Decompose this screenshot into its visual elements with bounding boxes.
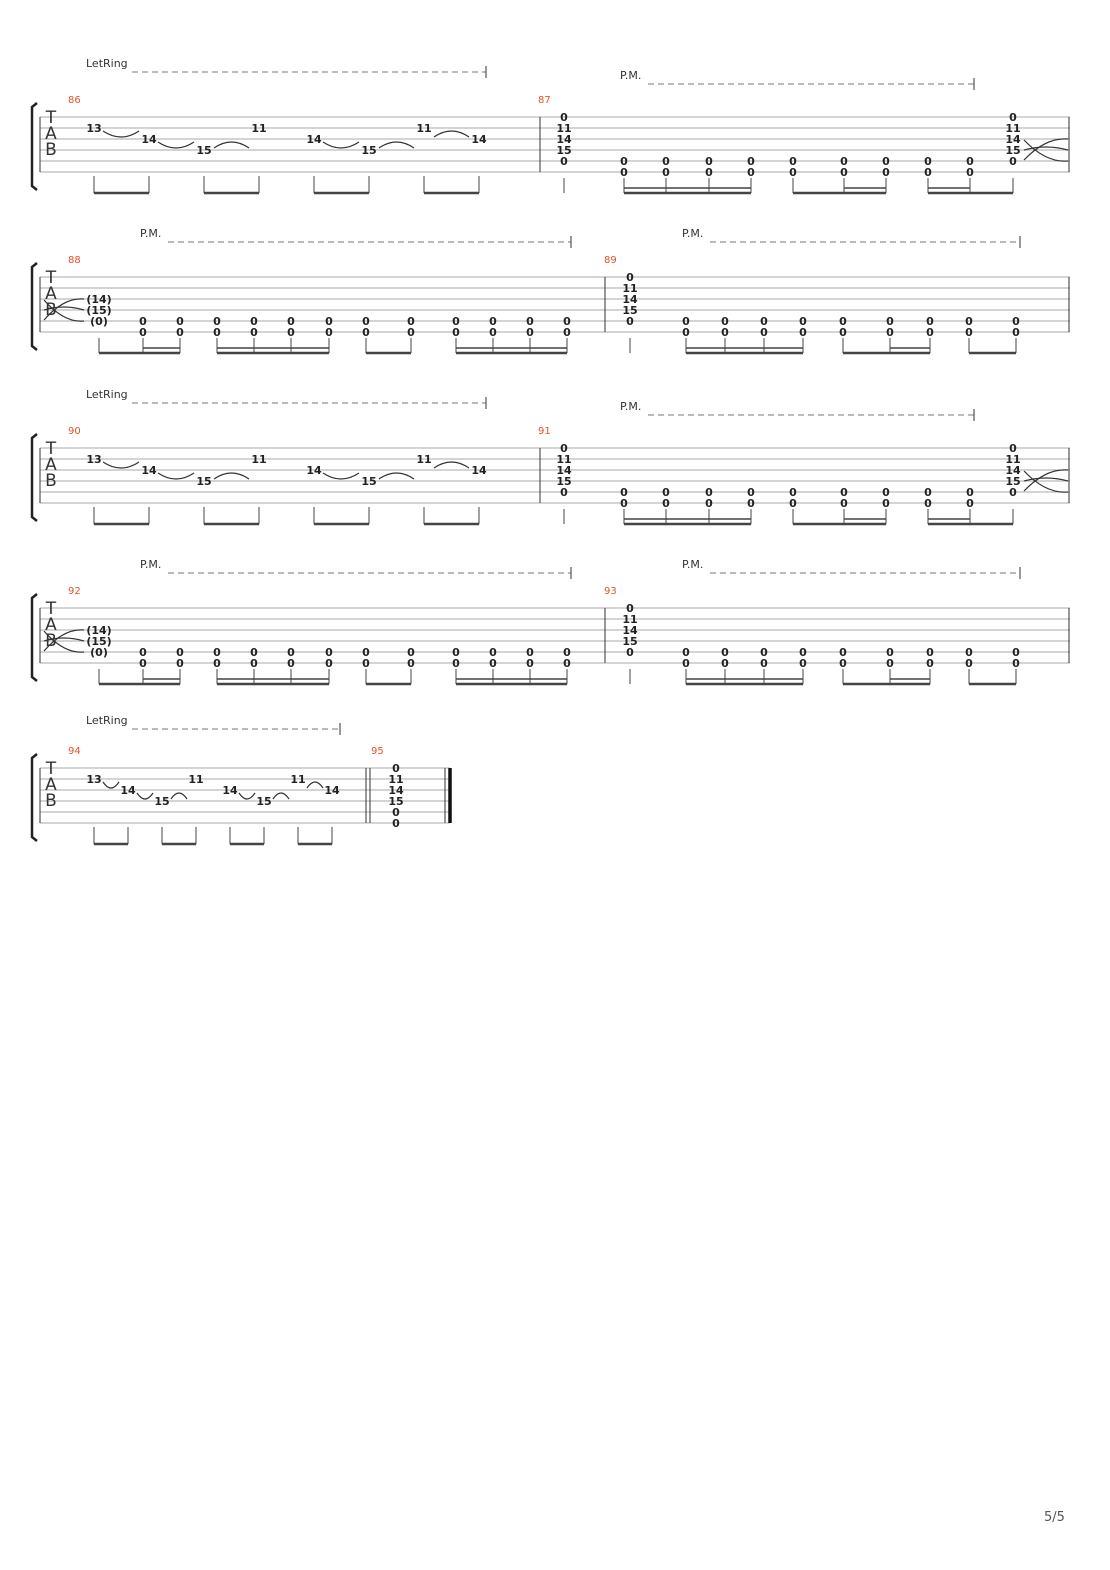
fret-number: 0 bbox=[213, 657, 221, 670]
fret-number: 0 bbox=[526, 657, 534, 670]
fret-number: 0 bbox=[662, 486, 670, 499]
tab-clef-letter: A bbox=[45, 455, 57, 475]
fret-number: 0 bbox=[407, 646, 415, 659]
tie-arc bbox=[214, 142, 249, 148]
fret-number: 0 bbox=[747, 497, 755, 510]
fret-number: 0 bbox=[721, 657, 729, 670]
tie-arc bbox=[434, 462, 469, 468]
page-number: 5/5 bbox=[1044, 1510, 1065, 1525]
measure-number: 94 bbox=[68, 746, 81, 757]
fret-number: 0 bbox=[560, 486, 568, 499]
fret-number: 14 bbox=[471, 464, 487, 477]
fret-number: 0 bbox=[287, 657, 295, 670]
fret-number: 0 bbox=[965, 315, 973, 328]
fret-number: 0 bbox=[392, 817, 400, 830]
fret-number: 14 bbox=[1005, 464, 1021, 477]
effect-label: LetRing bbox=[86, 388, 128, 401]
fret-number: 0 bbox=[620, 497, 628, 510]
tab-clef-letter: T bbox=[45, 599, 57, 619]
fret-number: 0 bbox=[799, 657, 807, 670]
fret-number: 0 bbox=[1012, 657, 1020, 670]
tab-clef-letter: A bbox=[45, 615, 57, 635]
fret-number: 0 bbox=[325, 315, 333, 328]
fret-number: 0 bbox=[760, 657, 768, 670]
fret-number: 0 bbox=[139, 657, 147, 670]
tie-arc bbox=[273, 793, 289, 799]
fret-number: 0 bbox=[882, 486, 890, 499]
fret-number: 15 bbox=[622, 304, 638, 317]
measure-number: 91 bbox=[538, 426, 551, 437]
fret-number: 0 bbox=[886, 657, 894, 670]
fret-number: 11 bbox=[290, 773, 306, 786]
fret-number: 0 bbox=[886, 646, 894, 659]
fret-number: 11 bbox=[556, 122, 572, 135]
tie-arc bbox=[307, 782, 323, 788]
fret-number: 0 bbox=[682, 657, 690, 670]
fret-number: 15 bbox=[622, 635, 638, 648]
fret-number: 15 bbox=[556, 475, 572, 488]
fret-number: 0 bbox=[452, 646, 460, 659]
fret-number: 0 bbox=[1009, 486, 1017, 499]
fret-number: 0 bbox=[789, 497, 797, 510]
fret-number: 0 bbox=[966, 166, 974, 179]
tab-clef-letter: B bbox=[45, 300, 57, 320]
fret-number: 0 bbox=[139, 646, 147, 659]
fret-number: 0 bbox=[760, 646, 768, 659]
fret-number: 0 bbox=[176, 326, 184, 339]
fret-number: 0 bbox=[1009, 442, 1017, 455]
fret-number: 14 bbox=[622, 624, 638, 637]
fret-number: 0 bbox=[924, 497, 932, 510]
fret-number: 14 bbox=[556, 133, 572, 146]
fret-number: 15 bbox=[388, 795, 404, 808]
fret-number: 11 bbox=[251, 122, 267, 135]
fret-number: 0 bbox=[489, 326, 497, 339]
fret-number: 14 bbox=[141, 133, 157, 146]
fret-number: 0 bbox=[965, 326, 973, 339]
fret-number: 0 bbox=[526, 646, 534, 659]
fret-number: (15) bbox=[86, 304, 112, 317]
fret-number: 0 bbox=[789, 486, 797, 499]
fret-number: 0 bbox=[760, 326, 768, 339]
fret-number: 0 bbox=[924, 486, 932, 499]
fret-number: 15 bbox=[361, 144, 377, 157]
fret-number: 11 bbox=[556, 453, 572, 466]
fret-number: 15 bbox=[361, 475, 377, 488]
fret-number: 0 bbox=[563, 646, 571, 659]
tie-arc bbox=[103, 131, 139, 137]
fret-number: 14 bbox=[324, 784, 340, 797]
measure-number: 95 bbox=[371, 746, 384, 757]
fret-number: 0 bbox=[839, 657, 847, 670]
fret-number: 0 bbox=[1012, 326, 1020, 339]
measure-number: 89 bbox=[604, 255, 617, 266]
fret-number: 0 bbox=[799, 326, 807, 339]
fret-number: 0 bbox=[721, 646, 729, 659]
fret-number: 0 bbox=[563, 657, 571, 670]
fret-number: 0 bbox=[362, 315, 370, 328]
fret-number: 0 bbox=[1012, 315, 1020, 328]
tab-clef-letter: A bbox=[45, 775, 57, 795]
fret-number: 0 bbox=[839, 326, 847, 339]
fret-number: 14 bbox=[141, 464, 157, 477]
fret-number: 14 bbox=[471, 133, 487, 146]
fret-number: 11 bbox=[1005, 122, 1021, 135]
fret-number: 0 bbox=[250, 657, 258, 670]
fret-number: 0 bbox=[287, 315, 295, 328]
fret-number: 0 bbox=[213, 315, 221, 328]
tie-arc bbox=[214, 473, 249, 479]
fret-number: 0 bbox=[362, 657, 370, 670]
fret-number: 0 bbox=[965, 646, 973, 659]
tie-arc bbox=[158, 142, 194, 148]
tie-arc bbox=[323, 142, 359, 148]
fret-number: 11 bbox=[188, 773, 204, 786]
fret-number: 0 bbox=[213, 646, 221, 659]
fret-number: 0 bbox=[407, 315, 415, 328]
tab-clef-letter: T bbox=[45, 268, 57, 288]
fret-number: 0 bbox=[799, 315, 807, 328]
effect-label: P.M. bbox=[140, 227, 162, 240]
measure-number: 88 bbox=[68, 255, 81, 266]
fret-number: 0 bbox=[924, 155, 932, 168]
fret-number: 0 bbox=[926, 646, 934, 659]
fret-number: (14) bbox=[86, 624, 112, 637]
fret-number: 0 bbox=[452, 315, 460, 328]
fret-number: 0 bbox=[563, 315, 571, 328]
fret-number: 0 bbox=[407, 326, 415, 339]
fret-number: 0 bbox=[682, 326, 690, 339]
fret-number: 0 bbox=[682, 646, 690, 659]
fret-number: 13 bbox=[86, 453, 102, 466]
fret-number: (14) bbox=[86, 293, 112, 306]
fret-number: 0 bbox=[213, 326, 221, 339]
fret-number: 0 bbox=[799, 646, 807, 659]
tie-arc bbox=[103, 462, 139, 468]
fret-number: 0 bbox=[176, 315, 184, 328]
fret-number: 15 bbox=[556, 144, 572, 157]
measure-number: 93 bbox=[604, 586, 617, 597]
fret-number: 0 bbox=[789, 155, 797, 168]
fret-number: 0 bbox=[560, 111, 568, 124]
fret-number: 0 bbox=[526, 326, 534, 339]
fret-number: 0 bbox=[705, 486, 713, 499]
fret-number: 0 bbox=[886, 326, 894, 339]
measure-number: 92 bbox=[68, 586, 81, 597]
system-bracket bbox=[32, 754, 37, 841]
tie-arc bbox=[171, 793, 187, 799]
fret-number: 11 bbox=[1005, 453, 1021, 466]
fret-number: 0 bbox=[325, 646, 333, 659]
measure-number: 90 bbox=[68, 426, 81, 437]
fret-number: 0 bbox=[452, 326, 460, 339]
tie-arc bbox=[103, 782, 119, 788]
fret-number: 0 bbox=[747, 486, 755, 499]
fret-number: 0 bbox=[250, 646, 258, 659]
fret-number: 0 bbox=[721, 326, 729, 339]
effect-label: P.M. bbox=[682, 558, 704, 571]
tie-arc bbox=[239, 793, 255, 799]
effect-label: P.M. bbox=[620, 69, 642, 82]
tie-arc bbox=[379, 473, 414, 479]
fret-number: 0 bbox=[626, 271, 634, 284]
fret-number: 0 bbox=[362, 326, 370, 339]
fret-number: 0 bbox=[392, 762, 400, 775]
fret-number: 0 bbox=[882, 166, 890, 179]
fret-number: 14 bbox=[306, 133, 322, 146]
fret-number: 11 bbox=[416, 122, 432, 135]
fret-number: 0 bbox=[176, 657, 184, 670]
fret-number: 0 bbox=[924, 166, 932, 179]
fret-number: 0 bbox=[662, 155, 670, 168]
fret-number: 0 bbox=[620, 486, 628, 499]
fret-number: 0 bbox=[882, 155, 890, 168]
fret-number: 0 bbox=[682, 315, 690, 328]
fret-number: 0 bbox=[563, 326, 571, 339]
fret-number: 0 bbox=[287, 646, 295, 659]
fret-number: 0 bbox=[926, 657, 934, 670]
fret-number: 0 bbox=[489, 315, 497, 328]
fret-number: 0 bbox=[662, 166, 670, 179]
fret-number: 0 bbox=[489, 657, 497, 670]
fret-number: 13 bbox=[86, 122, 102, 135]
fret-number: 0 bbox=[452, 657, 460, 670]
fret-number: 0 bbox=[882, 497, 890, 510]
fret-number: 11 bbox=[416, 453, 432, 466]
tie-arc bbox=[323, 473, 359, 479]
fret-number: 0 bbox=[839, 315, 847, 328]
system-bracket bbox=[32, 434, 37, 521]
tab-clef-letter: B bbox=[45, 791, 57, 811]
fret-number: 0 bbox=[705, 155, 713, 168]
fret-number: 0 bbox=[325, 326, 333, 339]
fret-number: 0 bbox=[626, 315, 634, 328]
fret-number: 14 bbox=[556, 464, 572, 477]
fret-number: 14 bbox=[388, 784, 404, 797]
fret-number: 0 bbox=[362, 646, 370, 659]
fret-number: 0 bbox=[926, 315, 934, 328]
fret-number: 15 bbox=[1005, 144, 1021, 157]
fret-number: 0 bbox=[250, 326, 258, 339]
fret-number: 0 bbox=[789, 166, 797, 179]
fret-number: 15 bbox=[154, 795, 170, 808]
measure-number: 86 bbox=[68, 95, 81, 106]
fret-number: 0 bbox=[966, 155, 974, 168]
fret-number: 15 bbox=[196, 144, 212, 157]
fret-number: 11 bbox=[622, 613, 638, 626]
fret-number: (15) bbox=[86, 635, 112, 648]
fret-number: (0) bbox=[90, 315, 108, 328]
fret-number: 0 bbox=[966, 497, 974, 510]
tab-clef-letter: T bbox=[45, 108, 57, 128]
tab-clef-letter: A bbox=[45, 284, 57, 304]
system-bracket bbox=[32, 263, 37, 350]
fret-number: 0 bbox=[392, 806, 400, 819]
fret-number: 0 bbox=[560, 442, 568, 455]
effect-label: P.M. bbox=[140, 558, 162, 571]
fret-number: 0 bbox=[747, 166, 755, 179]
tab-clef-letter: B bbox=[45, 631, 57, 651]
fret-number: 0 bbox=[886, 315, 894, 328]
fret-number: 14 bbox=[120, 784, 136, 797]
fret-number: 0 bbox=[839, 646, 847, 659]
system-bracket bbox=[32, 594, 37, 681]
fret-number: 0 bbox=[840, 497, 848, 510]
fret-number: 0 bbox=[250, 315, 258, 328]
fret-number: 14 bbox=[1005, 133, 1021, 146]
fret-number: 0 bbox=[1009, 111, 1017, 124]
fret-number: 0 bbox=[840, 486, 848, 499]
fret-number: 0 bbox=[139, 315, 147, 328]
fret-number: 0 bbox=[840, 166, 848, 179]
tab-clef-letter: T bbox=[45, 759, 57, 779]
effect-label: P.M. bbox=[620, 400, 642, 413]
fret-number: (0) bbox=[90, 646, 108, 659]
tab-clef-letter: A bbox=[45, 124, 57, 144]
fret-number: 14 bbox=[222, 784, 238, 797]
tie-arc bbox=[137, 793, 153, 799]
fret-number: 0 bbox=[721, 315, 729, 328]
tie-arc bbox=[434, 131, 469, 137]
fret-number: 0 bbox=[662, 497, 670, 510]
fret-number: 14 bbox=[306, 464, 322, 477]
fret-number: 0 bbox=[626, 646, 634, 659]
fret-number: 0 bbox=[840, 155, 848, 168]
fret-number: 0 bbox=[620, 166, 628, 179]
fret-number: 0 bbox=[705, 166, 713, 179]
fret-number: 0 bbox=[176, 646, 184, 659]
fret-number: 15 bbox=[1005, 475, 1021, 488]
fret-number: 0 bbox=[965, 657, 973, 670]
fret-number: 11 bbox=[388, 773, 404, 786]
fret-number: 15 bbox=[256, 795, 272, 808]
fret-number: 0 bbox=[620, 155, 628, 168]
system-bracket bbox=[32, 103, 37, 190]
fret-number: 15 bbox=[196, 475, 212, 488]
effect-label: LetRing bbox=[86, 57, 128, 70]
fret-number: 0 bbox=[1009, 155, 1017, 168]
tie-arc bbox=[158, 473, 194, 479]
fret-number: 0 bbox=[489, 646, 497, 659]
fret-number: 0 bbox=[287, 326, 295, 339]
fret-number: 11 bbox=[622, 282, 638, 295]
fret-number: 0 bbox=[747, 155, 755, 168]
effect-label: P.M. bbox=[682, 227, 704, 240]
fret-number: 0 bbox=[626, 602, 634, 615]
tab-clef-letter: B bbox=[45, 471, 57, 491]
tab-clef-letter: T bbox=[45, 439, 57, 459]
fret-number: 0 bbox=[526, 315, 534, 328]
fret-number: 0 bbox=[407, 657, 415, 670]
tie-arc bbox=[379, 142, 414, 148]
fret-number: 0 bbox=[760, 315, 768, 328]
fret-number: 14 bbox=[622, 293, 638, 306]
fret-number: 13 bbox=[86, 773, 102, 786]
tab-clef-letter: B bbox=[45, 140, 57, 160]
fret-number: 0 bbox=[325, 657, 333, 670]
fret-number: 0 bbox=[560, 155, 568, 168]
effect-label: LetRing bbox=[86, 714, 128, 727]
fret-number: 0 bbox=[966, 486, 974, 499]
fret-number: 0 bbox=[1012, 646, 1020, 659]
fret-number: 11 bbox=[251, 453, 267, 466]
measure-number: 87 bbox=[538, 95, 551, 106]
fret-number: 0 bbox=[139, 326, 147, 339]
fret-number: 0 bbox=[926, 326, 934, 339]
fret-number: 0 bbox=[705, 497, 713, 510]
